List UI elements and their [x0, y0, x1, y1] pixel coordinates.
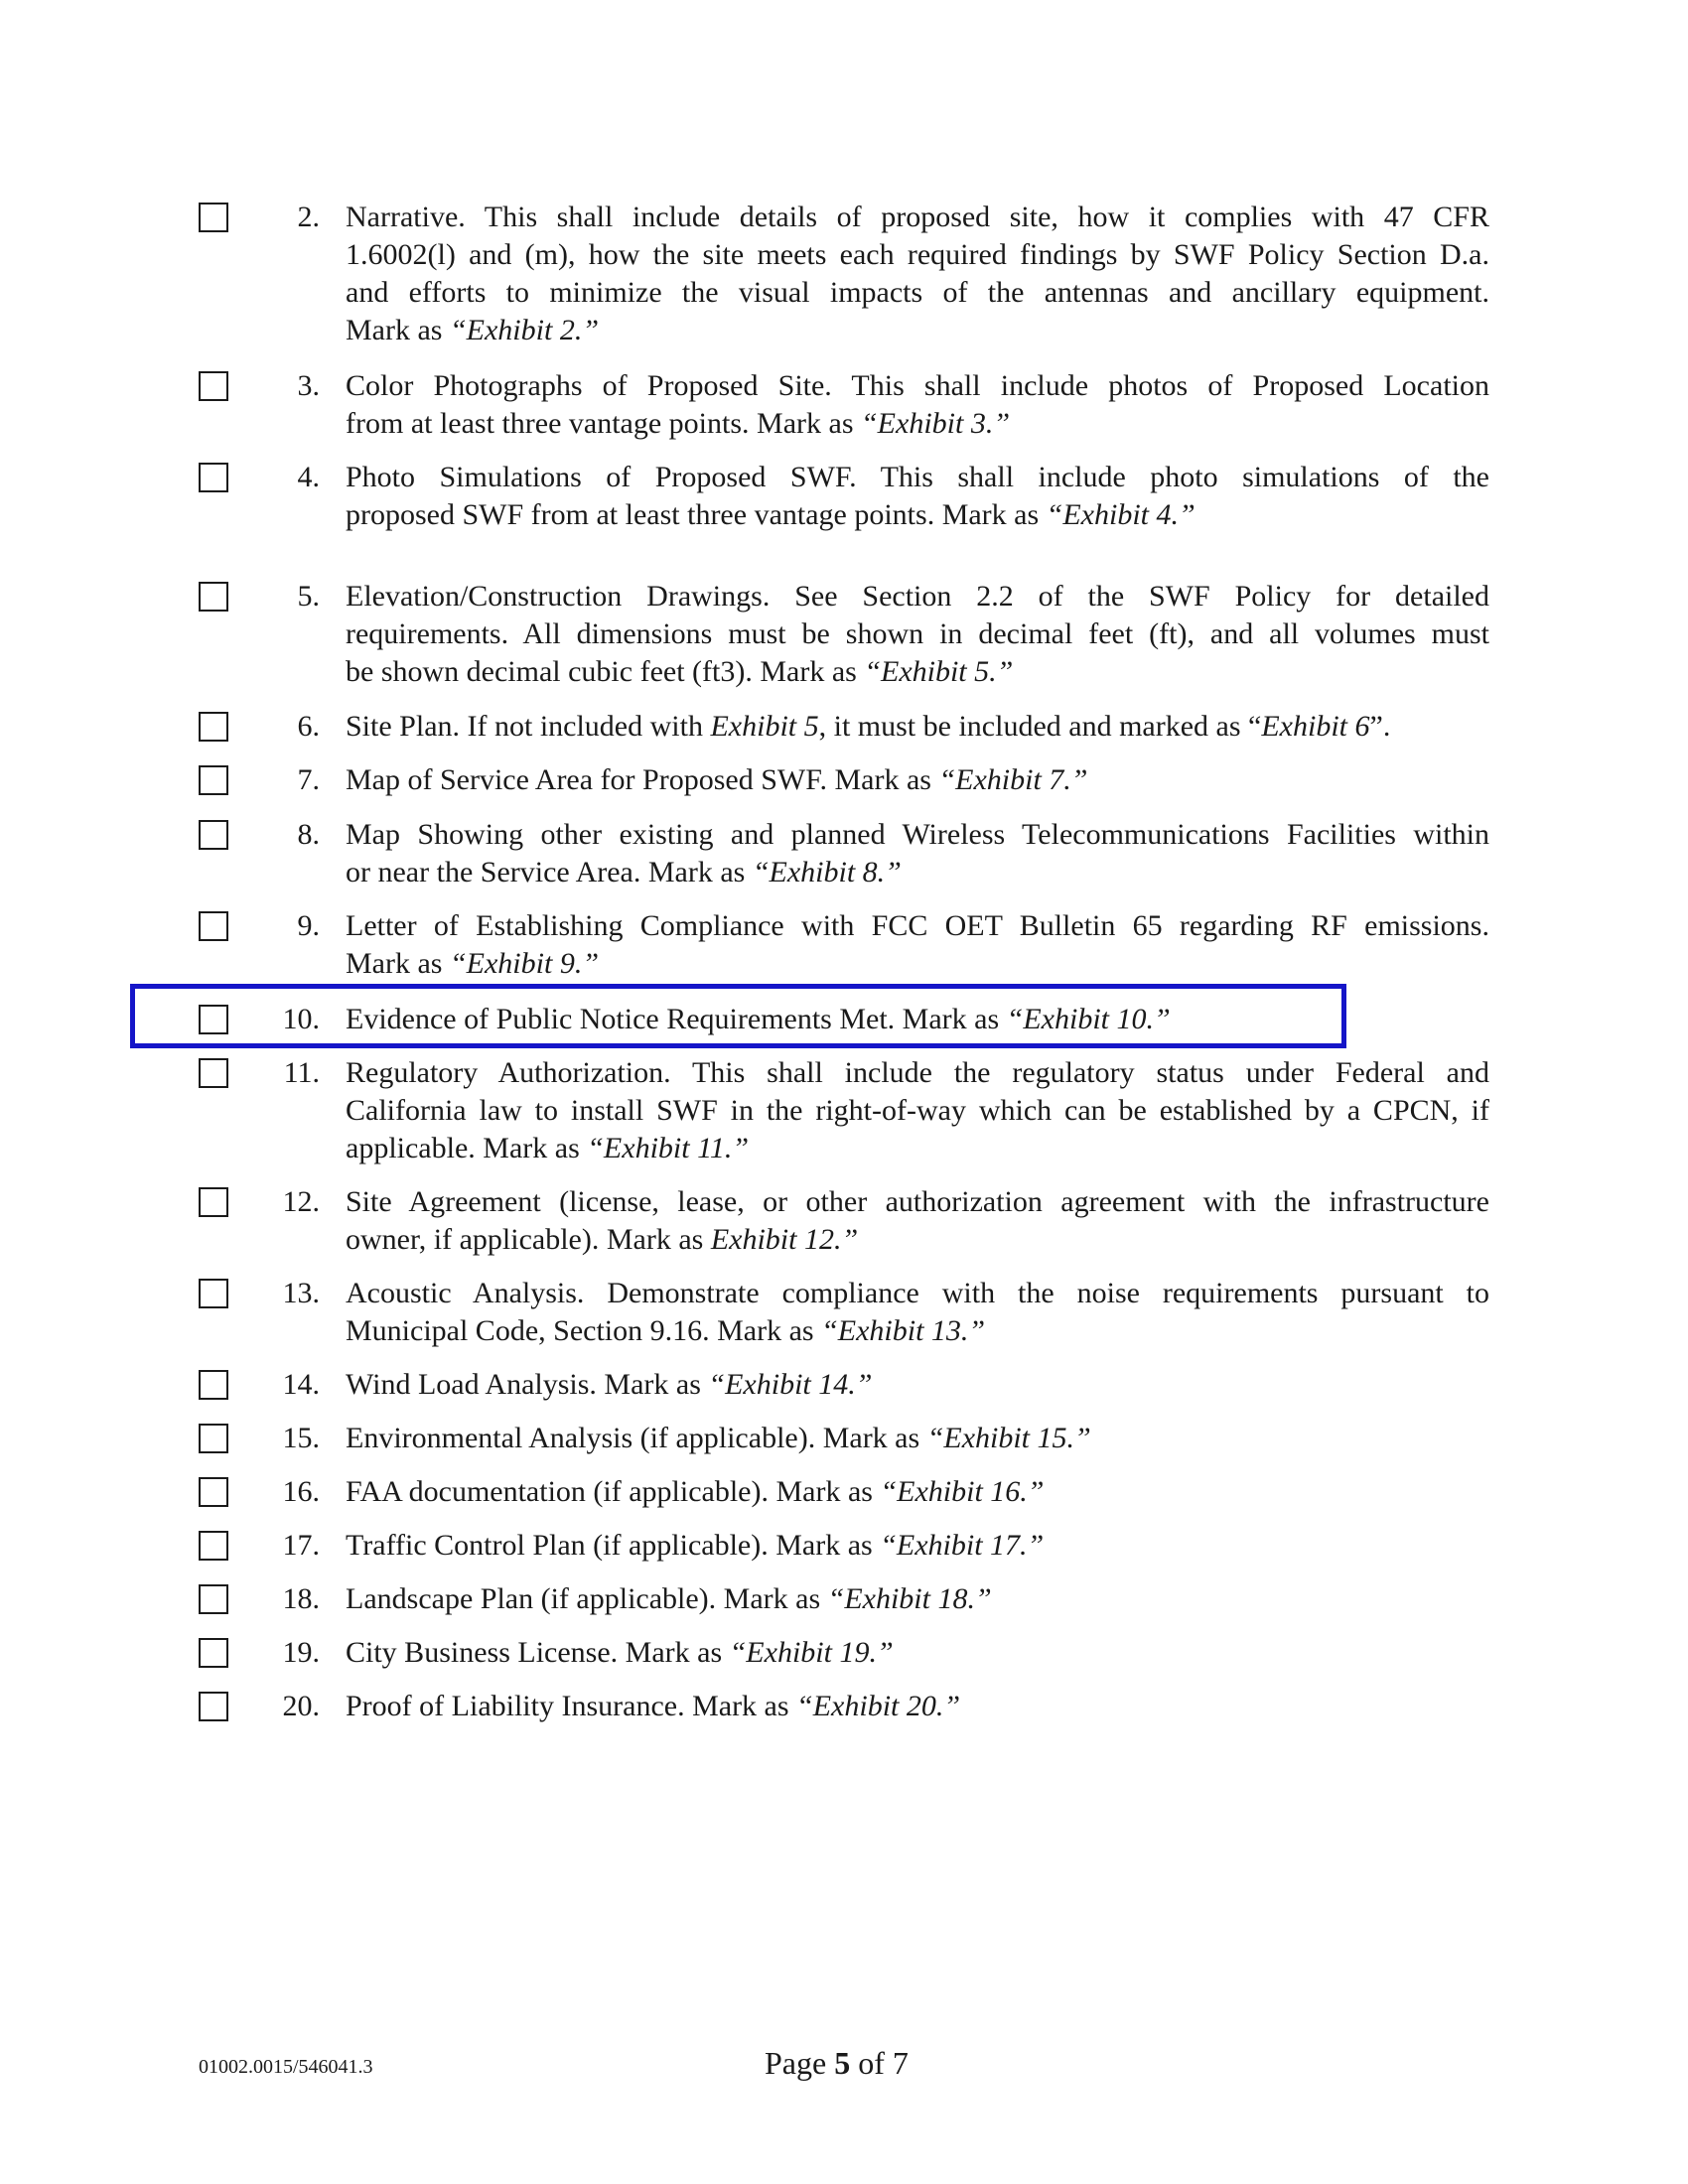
item-text-last-line — [346, 945, 1489, 983]
item-text — [346, 907, 1489, 983]
exhibit-label: “Exhibit 11.” — [587, 1132, 750, 1164]
item-text — [346, 708, 1489, 746]
item-text-last-line — [346, 1130, 1489, 1167]
page-number — [765, 2043, 909, 2083]
item-text — [346, 459, 1489, 534]
item-text-last-line — [346, 1473, 1489, 1511]
item-text-last-line — [346, 761, 1489, 799]
exhibit-label: “Exhibit 18.” — [827, 1582, 992, 1615]
item-text-last-line — [346, 1634, 1489, 1672]
item-text — [346, 1688, 1489, 1725]
page-total: 7 — [892, 2045, 909, 2081]
checkbox[interactable] — [199, 911, 228, 941]
checkbox[interactable] — [199, 1692, 228, 1721]
item-text-last-line — [346, 708, 1489, 746]
mark-as-text: proposed SWF from at least three vantage points. Mark as — [346, 498, 1047, 531]
item-text-line: Map Showing other existing and planned Wireless Telecommunications Facilities within — [346, 818, 1489, 851]
mark-as-text: applicable. Mark as — [346, 1132, 588, 1164]
item-text-continued: , it must be included and marked as “ — [818, 710, 1262, 743]
checkbox[interactable] — [199, 1005, 228, 1034]
item-text-line: Color Photographs of Proposed Site. This shall include photos of Proposed Location — [346, 369, 1489, 402]
exhibit-label: Exhibit 6 — [1261, 710, 1370, 743]
checkbox[interactable] — [199, 765, 228, 795]
item-text-line: Site Agreement (license, lease, or other authorization agreement with the infrastructure — [346, 1185, 1489, 1218]
item-number: 12. — [282, 1185, 320, 1218]
checkbox[interactable] — [199, 1477, 228, 1507]
mark-as-text: Site Plan. If not included with — [346, 710, 711, 743]
checkbox[interactable] — [199, 1424, 228, 1453]
exhibit-label: Exhibit 12.” — [710, 1223, 859, 1256]
item-number: 8. — [297, 818, 320, 851]
item-text-line: 1.6002(l) and (m), how the site meets each required findings by SWF Policy Section D.a. — [346, 238, 1489, 271]
mark-as-text: FAA documentation (if applicable). Mark as — [346, 1475, 881, 1508]
item-text — [346, 1001, 1489, 1038]
item-text — [346, 1634, 1489, 1672]
exhibit-label: “Exhibit 7.” — [938, 763, 1088, 796]
item-text — [346, 1580, 1489, 1618]
exhibit-label: “Exhibit 5.” — [864, 655, 1014, 688]
item-text — [346, 199, 1489, 349]
item-text-last-line — [346, 653, 1489, 691]
document-id: 01002.0015/546041.3 — [199, 2056, 373, 2078]
mark-as-text: Traffic Control Plan (if applicable). Mark as — [346, 1529, 881, 1562]
checkbox[interactable] — [199, 820, 228, 850]
checkbox[interactable] — [199, 1279, 228, 1308]
checkbox[interactable] — [199, 1584, 228, 1614]
mark-as-text: Environmental Analysis (if applicable). Mark as — [346, 1422, 927, 1454]
checkbox[interactable] — [199, 1187, 228, 1217]
mark-as-text: from at least three vantage points. Mark as — [346, 407, 861, 440]
item-number: 10. — [282, 1003, 320, 1035]
exhibit-label: “Exhibit 10.” — [1006, 1003, 1171, 1035]
item-text-line: California law to install SWF in the right-of-way which can be established by a CPCN, if — [346, 1094, 1489, 1127]
item-text — [346, 1420, 1489, 1457]
item-text — [346, 1183, 1489, 1259]
checkbox[interactable] — [199, 1370, 228, 1400]
checkbox[interactable] — [199, 463, 228, 492]
item-text — [346, 761, 1489, 799]
item-number: 6. — [297, 710, 320, 743]
mark-as-text: Mark as — [346, 947, 450, 980]
item-text — [346, 1366, 1489, 1404]
item-text — [346, 367, 1489, 443]
item-number: 7. — [297, 763, 320, 796]
mark-as-text: Mark as — [346, 314, 450, 346]
item-number: 15. — [282, 1422, 320, 1454]
item-text-line: Letter of Establishing Compliance with FCC OET Bulletin 65 regarding RF emissions. — [346, 909, 1489, 942]
mark-as-text: Wind Load Analysis. Mark as — [346, 1368, 709, 1401]
item-number: 11. — [283, 1056, 320, 1089]
item-number: 20. — [282, 1690, 320, 1722]
item-number: 14. — [282, 1368, 320, 1401]
mark-as-text: Municipal Code, Section 9.16. Mark as — [346, 1314, 822, 1347]
checkbox[interactable] — [199, 1058, 228, 1088]
mark-as-text: Proof of Liability Insurance. Mark as — [346, 1690, 797, 1722]
mark-as-text: Map of Service Area for Proposed SWF. Mark as — [346, 763, 939, 796]
checkbox[interactable] — [199, 712, 228, 742]
item-text-line: Narrative. This shall include details of proposed site, how it complies with 47 CFR — [346, 201, 1489, 233]
item-text-last-line — [346, 854, 1489, 891]
item-text — [346, 578, 1489, 691]
item-text-line: Elevation/Construction Drawings. See Section 2.2 of the SWF Policy for detailed — [346, 580, 1489, 613]
item-text — [346, 1473, 1489, 1511]
exhibit-label: Exhibit 5 — [710, 710, 819, 743]
item-number: 2. — [297, 201, 320, 233]
item-text — [346, 816, 1489, 891]
checkbox[interactable] — [199, 582, 228, 612]
exhibit-label: “Exhibit 14.” — [708, 1368, 873, 1401]
exhibit-label: “Exhibit 4.” — [1046, 498, 1196, 531]
item-text-line: Regulatory Authorization. This shall include the regulatory status under Federal and — [346, 1056, 1489, 1089]
checkbox[interactable] — [199, 1638, 228, 1668]
item-number: 17. — [282, 1529, 320, 1562]
item-number: 5. — [297, 580, 320, 613]
page-prefix: Page — [765, 2045, 835, 2081]
item-text-last-line — [346, 1688, 1489, 1725]
item-number: 16. — [282, 1475, 320, 1508]
item-text-last-line — [346, 1001, 1489, 1038]
exhibit-label: “Exhibit 3.” — [861, 407, 1011, 440]
item-text-last-line — [346, 405, 1489, 443]
item-number: 4. — [297, 461, 320, 493]
item-text-last-line — [346, 1221, 1489, 1259]
mark-as-text: Evidence of Public Notice Requirements Met. Mark as — [346, 1003, 1007, 1035]
exhibit-label: “Exhibit 15.” — [926, 1422, 1091, 1454]
mark-as-text: or near the Service Area. Mark as — [346, 856, 753, 888]
checkbox[interactable] — [199, 1531, 228, 1561]
item-text-continued: ”. — [1369, 710, 1391, 743]
item-text — [346, 1527, 1489, 1565]
exhibit-label: “Exhibit 8.” — [752, 856, 902, 888]
item-number: 3. — [297, 369, 320, 402]
item-number: 18. — [282, 1582, 320, 1615]
item-number: 9. — [297, 909, 320, 942]
item-text-line: Acoustic Analysis. Demonstrate compliance with the noise requirements pursuant to — [346, 1277, 1489, 1309]
item-text-last-line — [346, 1312, 1489, 1350]
exhibit-label: “Exhibit 9.” — [449, 947, 599, 980]
checkbox[interactable] — [199, 371, 228, 401]
item-text-last-line — [346, 496, 1489, 534]
exhibit-label: “Exhibit 2.” — [449, 314, 599, 346]
item-text-last-line — [346, 1366, 1489, 1404]
item-number: 19. — [282, 1636, 320, 1669]
item-text-line: requirements. All dimensions must be shown in decimal feet (ft), and all volumes must — [346, 617, 1489, 650]
item-number: 13. — [282, 1277, 320, 1309]
item-text-last-line — [346, 312, 1489, 349]
item-text-last-line — [346, 1420, 1489, 1457]
item-text-last-line — [346, 1527, 1489, 1565]
mark-as-text: Landscape Plan (if applicable). Mark as — [346, 1582, 828, 1615]
mark-as-text: owner, if applicable). Mark as — [346, 1223, 711, 1256]
item-text — [346, 1054, 1489, 1167]
page-current: 5 — [834, 2045, 851, 2081]
checkbox[interactable] — [199, 203, 228, 232]
item-text-line: Photo Simulations of Proposed SWF. This shall include photo simulations of the — [346, 461, 1489, 493]
exhibit-label: “Exhibit 19.” — [729, 1636, 894, 1669]
mark-as-text: City Business License. Mark as — [346, 1636, 730, 1669]
mark-as-text: be shown decimal cubic feet (ft3). Mark as — [346, 655, 865, 688]
exhibit-label: “Exhibit 13.” — [821, 1314, 986, 1347]
exhibit-label: “Exhibit 20.” — [796, 1690, 961, 1722]
item-text-last-line — [346, 1580, 1489, 1618]
item-text — [346, 1275, 1489, 1350]
exhibit-label: “Exhibit 16.” — [880, 1475, 1045, 1508]
item-text-line: and efforts to minimize the visual impacts of the antennas and ancillary equipment. — [346, 276, 1489, 309]
exhibit-label: “Exhibit 17.” — [880, 1529, 1045, 1562]
page-mid: of — [850, 2045, 893, 2081]
